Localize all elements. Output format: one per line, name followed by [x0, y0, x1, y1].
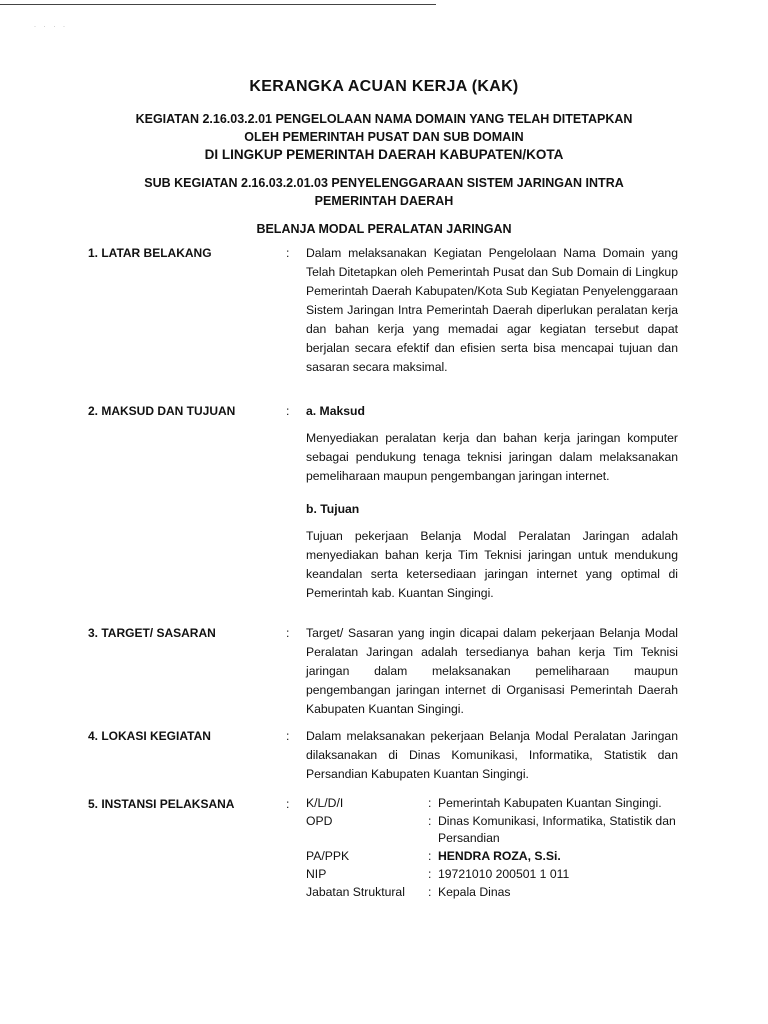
instansi-colon: :: [428, 885, 432, 899]
instansi-value: 19721010 200501 1 011: [438, 867, 570, 881]
instansi-row: [306, 795, 686, 813]
section-body: [306, 402, 678, 603]
instansi-colon: :: [428, 796, 432, 810]
instansi-row: [306, 884, 686, 902]
section-body: [306, 244, 678, 377]
instansi-key: Jabatan Struktural: [306, 885, 405, 899]
instansi-row: [306, 866, 686, 884]
section-latar-belakang: [88, 244, 688, 394]
belanja-heading: BELANJA MODAL PERALATAN JARINGAN: [256, 222, 512, 236]
kegiatan-line-1: KEGIATAN 2.16.03.2.01 PENGELOLAAN NAMA DOMAIN YANG TELAH DITETAPKAN: [135, 112, 633, 126]
section-instansi-pelaksana: [88, 795, 688, 925]
kegiatan-line-2: OLEH PEMERINTAH PUSAT DAN SUB DOMAIN: [244, 130, 524, 144]
sub-kegiatan-heading: [0, 174, 768, 210]
section-colon: :: [286, 797, 290, 811]
sub-kegiatan-line-2: PEMERINTAH DAERAH: [314, 194, 454, 208]
instansi-row: [306, 848, 686, 866]
section-body: [306, 624, 678, 719]
target-sasaran-text: Target/ Sasaran yang ingin dicapai dalam pekerjaan Belanja Modal Peralatan Jaringan adalah tersedianya bahan kerja Tim Teknisi jaringan dalam melaksanakan pemeliharaan maupun pengembangan jaringan internet di Organisasi Pemerintah Daerah Kabupaten Kuantan Singingi.: [306, 626, 678, 716]
lokasi-kegiatan-text: Dalam melaksanakan pekerjaan Belanja Modal Peralatan Jaringan dilaksanakan di Dinas Komunikasi, Informatika, Statistik dan Persandian Kabupaten Kuantan Singingi.: [306, 729, 678, 781]
section-label: 5. INSTANSI PELAKSANA: [88, 797, 235, 811]
instansi-key: OPD: [306, 814, 333, 828]
section-label: 3. TARGET/ SASARAN: [88, 626, 216, 640]
latar-belakang-text: Dalam melaksanakan Kegiatan Pengelolaan Nama Domain yang Telah Ditetapkan oleh Pemerintah Pusat dan Sub Domain di Lingkup Pemerintah Daerah Kabupaten/Kota Sub Kegiatan Penyelenggaraan Sistem Jaringan Intra Pemerintah Daerah diperlukan peralatan kerja dan bahan kerja yang memadai agar kegiatan tersebut dapat berjalan secara efektif dan efisien serta bisa mencapai tujuan dan sasaran secara maksimal.: [306, 246, 678, 374]
scan-noise: · · · ·: [34, 24, 68, 30]
tujuan-heading: b. Tujuan: [306, 502, 360, 516]
maksud-text: Menyediakan peralatan kerja dan bahan kerja jaringan komputer sebagai pendukung tenaga teknisi jaringan dalam melaksanakan pemeliharaan maupun pengembangan jaringan internet.: [306, 431, 678, 483]
instansi-colon: :: [428, 814, 432, 828]
instansi-value: HENDRA ROZA, S.Si.: [438, 849, 561, 863]
section-label: 4. LOKASI KEGIATAN: [88, 729, 211, 743]
sub-kegiatan-line-1: SUB KEGIATAN 2.16.03.2.01.03 PENYELENGGARAAN SISTEM JARINGAN INTRA: [144, 176, 624, 190]
instansi-value: Kepala Dinas: [438, 885, 511, 899]
section-target-sasaran: [88, 624, 688, 720]
instansi-key: K/L/D/I: [306, 796, 344, 810]
section-colon: :: [286, 729, 290, 743]
instansi-colon: :: [428, 849, 432, 863]
instansi-table: [306, 795, 686, 902]
section-maksud-tujuan: [88, 402, 688, 612]
instansi-key: NIP: [306, 867, 327, 881]
tujuan-text: Tujuan pekerjaan Belanja Modal Peralatan Jaringan adalah menyediakan bahan kerja Tim Teknisi jaringan untuk mendukung keandalan serta ketersediaan jaringan internet yang optimal di Pemerintah kab. Kuantan Singingi.: [306, 529, 678, 600]
section-lokasi-kegiatan: [88, 727, 688, 787]
instansi-value: Pemerintah Kabupaten Kuantan Singingi.: [438, 796, 662, 810]
section-label: 2. MAKSUD DAN TUJUAN: [88, 404, 236, 418]
section-body: [306, 727, 678, 784]
section-label: 1. LATAR BELAKANG: [88, 246, 212, 260]
instansi-key: PA/PPK: [306, 849, 350, 863]
instansi-row: [306, 813, 686, 848]
instansi-colon: :: [428, 867, 432, 881]
kegiatan-line-3: DI LINGKUP PEMERINTAH DAERAH KABUPATEN/KOTA: [204, 147, 564, 162]
maksud-heading: a. Maksud: [306, 404, 365, 418]
instansi-value: Dinas Komunikasi, Informatika, Statistik dan Persandian: [438, 814, 676, 845]
kegiatan-heading: [0, 110, 768, 164]
section-colon: :: [286, 626, 290, 640]
section-colon: :: [286, 404, 290, 418]
document-title: KERANGKA ACUAN KERJA (KAK): [249, 78, 519, 95]
section-colon: :: [286, 246, 290, 260]
scan-top-rule: [0, 4, 436, 5]
